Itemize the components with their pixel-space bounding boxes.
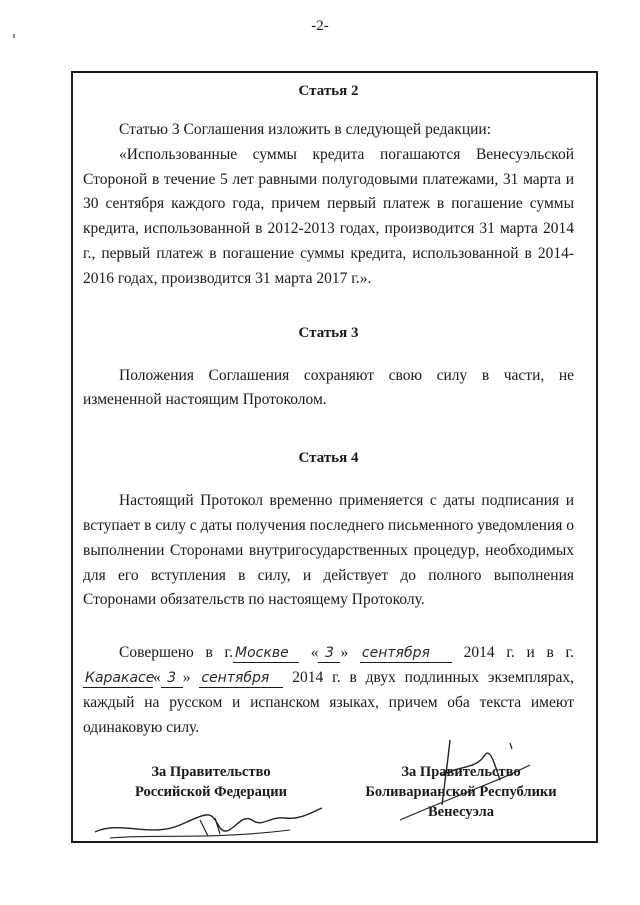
article-3-title: Статья 3 [298, 324, 359, 341]
handwritten-day-2: 3 [161, 669, 183, 688]
signature-russia-line-1: За Правительство [151, 764, 271, 780]
handwritten-month-2: сентября [199, 669, 283, 688]
handwritten-city-2: Каракасе [85, 669, 155, 686]
article-2-title: Статья 2 [298, 83, 359, 99]
signature-venezuela-line-2: Боливарианской Республики [365, 784, 557, 800]
handwritten-city-1: Москве [233, 644, 299, 663]
article-3-paragraph-1: Положения Соглашения сохраняют свою силу в части, не измененной настоящим Протоколом. [83, 366, 574, 409]
signature-venezuela-line-3: Венесуэла [428, 804, 494, 820]
article-2-paragraph-1: Статью 3 Соглашения изложить в следующей редакции: [119, 121, 492, 138]
handwritten-month-1: сентября [360, 644, 452, 663]
signature-block [71, 762, 598, 822]
done-text-3: 2014 г. в двух подлинных экземплярах, каждый на русском и испанском языках, причем оба текста имеют одинаковую силу. [83, 668, 575, 736]
page-number: -2- [311, 18, 329, 34]
article-4-paragraph-1: Настоящий Протокол временно применяется с даты подписания и вступает в силу с даты получения последнего письменного уведомления о выполнении Сторонами внутригосударственных процедур, необходимых для его вступления в силу, и действует до полного выполнения Сторонами обязательств по настоящему Протоколу. [83, 492, 574, 609]
quote-close-2: » [182, 668, 191, 686]
done-text-1: Совершено в г. [119, 644, 234, 662]
quote-open-1: « [310, 644, 319, 662]
done-text-2: 2014 г. и в г. [463, 644, 575, 662]
quote-open-2: « [153, 668, 161, 686]
quote-close-1: » [340, 644, 349, 662]
signature-russia [111, 762, 311, 802]
handwritten-day-1: 3 [318, 644, 340, 663]
signature-venezuela [341, 762, 581, 822]
article-2-paragraph-2: «Использованные суммы кредита погашаются Венесуэльской Стороной в течение 5 лет равными полугодовыми платежами, 31 марта и 30 сентября каждого года, причем первый платеж в погашение суммы кредита, использованной в 2012-2013 годах, производится 31 марта 2014 г., первый платеж в погашение суммы кредита, использованной в 2014-2016 годах, производится 31 марта 2017 г.». [83, 145, 574, 287]
signature-venezuela-line-1: За Правительство [401, 764, 521, 780]
done-paragraph [83, 641, 574, 740]
document-body [83, 80, 574, 740]
article-4-title: Статья 4 [298, 450, 359, 467]
signature-russia-line-2: Российской Федерации [134, 784, 287, 800]
